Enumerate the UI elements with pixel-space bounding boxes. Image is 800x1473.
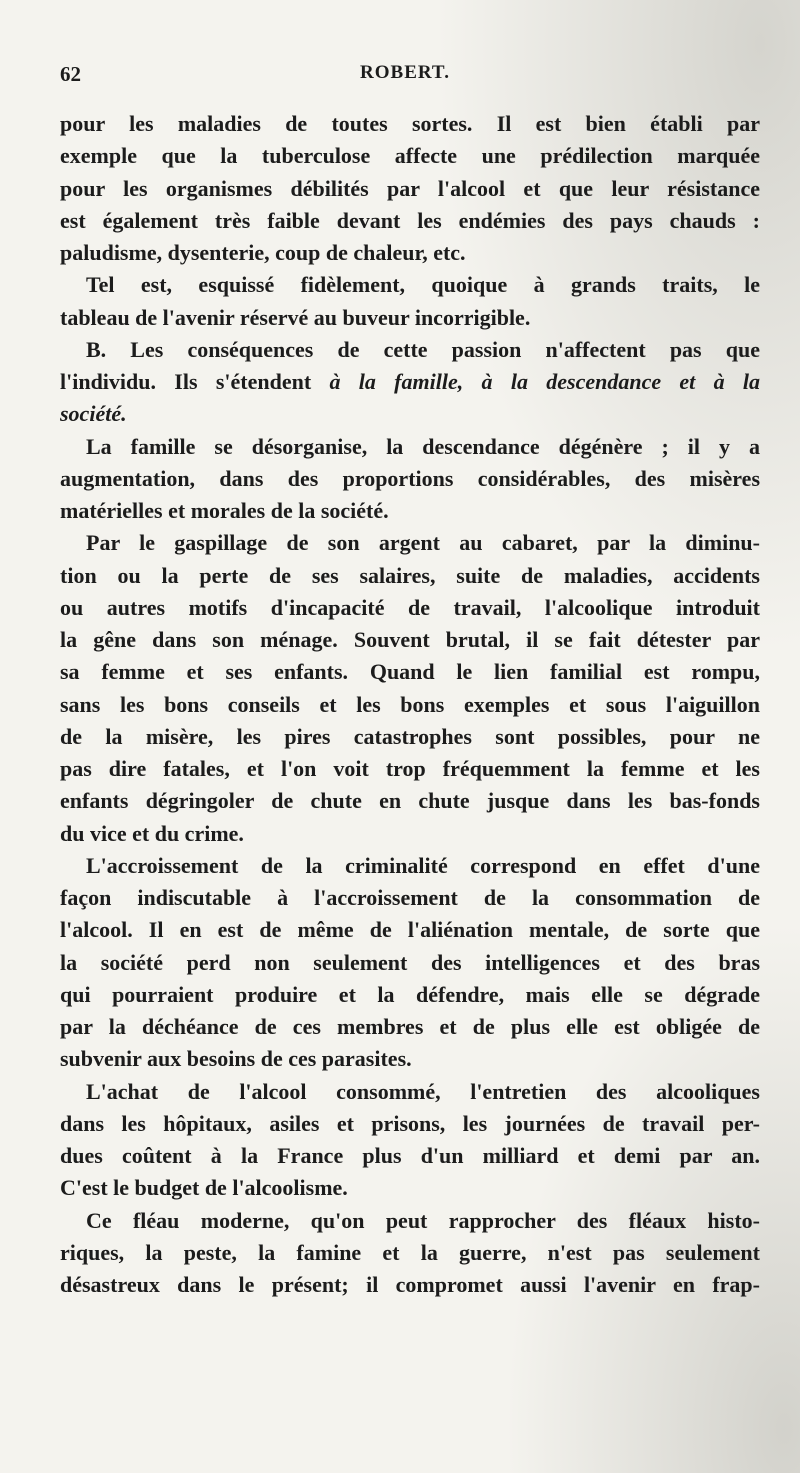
running-head: ROBERT. <box>360 62 450 83</box>
text-line: du vice et du crime. <box>60 820 244 846</box>
text-line: enfants dégringoler de chute en chute jusque dans les bas-fonds <box>60 788 760 814</box>
text-line: désastreux dans le présent; il compromet aussi l'avenir en frap- <box>60 1272 760 1297</box>
text-line: ou autres motifs d'incapacité de travail, l'alcoolique introduit <box>60 594 760 620</box>
text-segment: l'individu. Ils s'étendent <box>60 369 330 394</box>
text-line: l'alcool. Il en est de même de l'aliénation mentale, de sorte que <box>60 917 760 943</box>
text-line: B. Les conséquences de cette passion n'affectent pas que <box>86 336 760 362</box>
text-line: Tel est, esquissé fidèlement, quoique à grands traits, le <box>86 272 760 298</box>
text-line: subvenir aux besoins de ces parasites. <box>60 1046 412 1072</box>
text-line: la société perd non seulement des intelligences et des bras <box>60 949 760 975</box>
italic-text: à la famille, à la descendance et à la <box>329 369 760 394</box>
body-text <box>60 108 760 1301</box>
text-line: La famille se désorganise, la descendance dégénère ; il y a <box>86 433 760 459</box>
italic-text: société. <box>60 401 127 427</box>
text-line: par la déchéance de ces membres et de plus elle est obligée de <box>60 1014 760 1039</box>
text-line <box>60 366 760 398</box>
text-line: augmentation, dans des proportions considérables, des misères <box>60 465 760 491</box>
text-line <box>60 398 760 430</box>
text-line: pas dire fatales, et l'on voit trop fréquemment la femme et les <box>60 756 760 781</box>
text-line: dues coûtent à la France plus d'un milliard et demi par an. <box>60 1143 760 1168</box>
text-line: Par le gaspillage de son argent au cabaret, par la diminu- <box>86 530 760 556</box>
text-line: tion ou la perte de ses salaires, suite de maladies, accidents <box>60 562 760 588</box>
page-header <box>60 62 750 90</box>
text-line: est également très faible devant les endémies des pays chauds : <box>60 207 760 233</box>
text-line: riques, la peste, la famine et la guerre, n'est pas seulement <box>60 1239 760 1265</box>
page-number: 62 <box>60 62 81 86</box>
text-line: C'est le budget de l'alcoolisme. <box>60 1175 348 1201</box>
text-line: la gêne dans son ménage. Souvent brutal, il se fait détester par <box>60 627 760 652</box>
text-line: pour les maladies de toutes sortes. Il est bien établi par <box>60 111 760 136</box>
text-line: sa femme et ses enfants. Quand le lien familial est rompu, <box>60 659 760 685</box>
text-line: sans les bons conseils et les bons exemples et sous l'aiguillon <box>60 691 760 717</box>
text-line: exemple que la tuberculose affecte une prédilection marquée <box>60 143 760 169</box>
text-line: pour les organismes débilités par l'alcool et que leur résistance <box>60 175 760 201</box>
text-line: matérielles et morales de la société. <box>60 498 389 523</box>
text-line: dans les hôpitaux, asiles et prisons, les journées de travail per- <box>60 1110 760 1136</box>
text-line: L'accroissement de la criminalité correspond en effet d'une <box>86 852 760 878</box>
text-line: Ce fléau moderne, qu'on peut rapprocher des fléaux histo- <box>86 1207 760 1233</box>
text-line: façon indiscutable à l'accroissement de la consommation de <box>60 885 760 910</box>
text-line: paludisme, dysenterie, coup de chaleur, etc. <box>60 240 466 265</box>
text-line: L'achat de l'alcool consommé, l'entretien des alcooliques <box>86 1078 760 1104</box>
text-line: tableau de l'avenir réservé au buveur incorrigible. <box>60 304 531 330</box>
text-line: qui pourraient produire et la défendre, mais elle se dégrade <box>60 981 760 1007</box>
text-line: de la misère, les pires catastrophes sont possibles, pour ne <box>60 723 760 749</box>
